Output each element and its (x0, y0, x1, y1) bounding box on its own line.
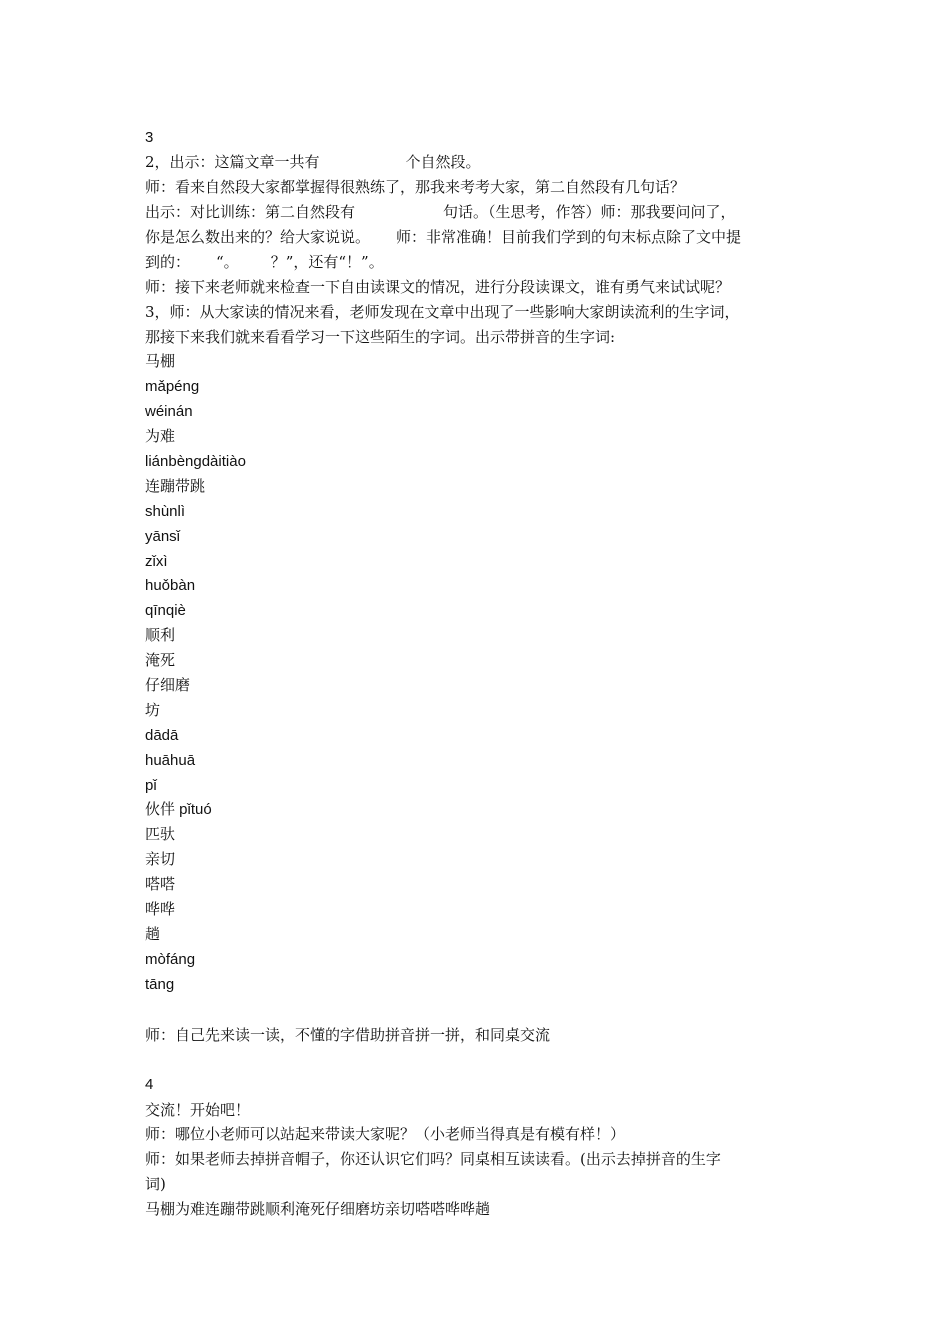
word-item: liánbèngdàitiào (145, 453, 246, 470)
word-item: 淹死 (145, 652, 176, 669)
remove-pinyin-line-2: 词) (145, 1175, 166, 1193)
contrast-training-line (145, 202, 736, 222)
word-item: mǎpéng (145, 378, 200, 395)
word-item: 马棚 (145, 353, 176, 370)
start-exchange-line: 交流！开始吧！ (145, 1101, 251, 1119)
paragraph-count-suffix: 个自然段。 (405, 153, 481, 171)
word-item: yānsǐ (145, 528, 181, 545)
word-item: 连蹦带跳 (145, 478, 206, 495)
read-aloud-check-line: 师：接下来老师就来检查一下自由读课文的情况，进行分段读课文，谁有勇气来试试呢？ (145, 278, 731, 296)
paragraph-paragraph-count (145, 152, 481, 172)
word-item: qīnqiè (145, 602, 186, 619)
word-item: huāhuā (145, 752, 196, 769)
page-number-3: 3 (145, 129, 154, 146)
teacher-question-sentences: 师：看来自然段大家都掌握得很熟练了，那我来考考大家，第二自然段有几句话？ (145, 178, 686, 196)
word-item: shùnlì (145, 503, 186, 520)
little-teacher-line: 师：哪位小老师可以站起来带读大家呢？（小老师当得真是有模有样！） (145, 1125, 626, 1143)
punctuation-a: 到的： (145, 253, 191, 271)
counting-question-line (145, 227, 741, 247)
page-number-4: 4 (145, 1076, 154, 1093)
word-item: dādā (145, 727, 179, 744)
word-item: 亲切 (145, 851, 176, 868)
word-item: 仔细磨 (145, 677, 191, 694)
word-item: 趟 (145, 926, 161, 943)
word-item: wéinán (145, 403, 193, 420)
word-item: 坊 (145, 702, 161, 719)
contrast-training-prefix: 出示：对比训练：第二自然段有 (145, 203, 356, 221)
word-item: huǒbàn (145, 577, 196, 594)
counting-question-a: 你是怎么数出来的？给大家说说。 (145, 228, 371, 246)
word-item: pǐ (145, 777, 157, 794)
word-item: 顺利 (145, 627, 176, 644)
paragraph-count-prefix: 2，出示：这篇文章一共有 (145, 153, 320, 171)
remove-pinyin-line-1: 师：如果老师去掉拼音帽子，你还认识它们吗？同桌相互读读看。(出示去掉拼音的生字 (145, 1150, 721, 1168)
word-item: 为难 (145, 428, 176, 445)
word-item: tāng (145, 976, 175, 993)
new-words-intro-line-2: 那接下来我们就来看看学习一下这些陌生的字词。出示带拼音的生字词: (145, 328, 616, 346)
punctuation-line (145, 252, 384, 272)
punctuation-c: ？”，还有“！”。 (270, 253, 384, 271)
word-item: 哗哗 (145, 901, 176, 918)
word-item: 嗒嗒 (145, 876, 176, 893)
contrast-training-suffix: 句话。（生思考，作答）师：那我要问问了， (443, 203, 736, 221)
new-words-intro-line-1: 3，师：从大家读的情况来看，老师发现在文章中出现了一些影响大家朗读流利的生字词， (145, 303, 740, 321)
word-item: 匹驮 (145, 826, 176, 843)
punctuation-b: “。 (216, 253, 239, 271)
words-without-pinyin: 马棚为难连蹦带跳顺利淹死仔细磨坊亲切嗒嗒哗哗趟 (145, 1200, 491, 1218)
counting-question-b: 师：非常准确！目前我们学到的句末标点除了文中提 (396, 228, 742, 246)
word-item: 伙伴 pǐtuó (145, 801, 212, 818)
word-item: mòfáng (145, 951, 196, 968)
self-read-instruction: 师：自己先来读一读，不懂的字借助拼音拼一拼，和同桌交流 (145, 1026, 551, 1044)
word-item: zǐxì (145, 553, 168, 570)
